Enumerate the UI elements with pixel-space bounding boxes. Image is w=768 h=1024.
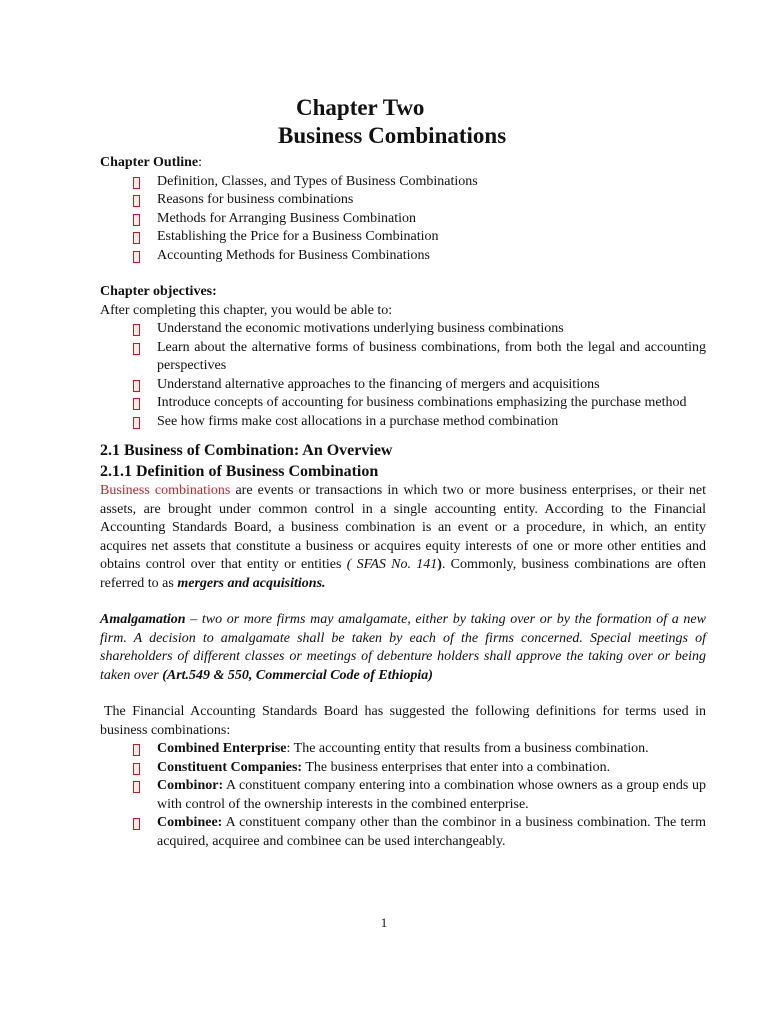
definition-text-b: . Commonly, business combinations are often referred to as <box>100 557 706 591</box>
definition-citation: ( SFAS No. 141 <box>346 557 438 572</box>
bullet-icon <box>133 417 140 429</box>
bullet-icon <box>133 343 140 355</box>
definition-text-a: are events or transactions in which two or more business enterprises, or their net assets, are brought under common control in a single accounting entity. According to the Financial Accounting Standards Board, a business combination is an event or a procedure, in which, an entity acquires net assets that constitute a business or acquires equity interests of one or more other entities and obtains control over that entity or entities <box>100 483 706 572</box>
fasb-intro: The Financial Accounting Standards Board has suggested the following definitions for terms used in business combinations: <box>100 704 706 738</box>
section-heading: 2.1 Business of Combination: An Overview <box>100 442 393 459</box>
objectives-intro: After completing this chapter, you would be able to: <box>100 302 393 318</box>
list-item <box>157 210 706 229</box>
objective-text: Learn about the alternative forms of business combinations, from both the legal and accounting perspectives <box>157 339 706 373</box>
amalgamation-text: – two or more firms may amalgamate, either by taking over or by the formation of a new firm. A decision to amalgamate shall be taken by each of the firms concerned. Special meetings of shareholders of different classes or meetings of debenture holders shall approve the taking over or being taken over <box>100 612 706 683</box>
spacer <box>100 685 706 703</box>
term-definition: A constituent company other than the combinor in a business combination. The term acquired, acquiree and combinee can be used interchangeably. <box>157 815 706 849</box>
objectives-heading: Chapter objectives: <box>100 284 217 299</box>
term-definition: A constituent company entering into a combination whose owners as a group ends up with control of the ownership interests in the combined enterprise. <box>157 778 706 812</box>
term-name: Combined Enterprise <box>157 741 287 756</box>
definition-paragraph <box>100 482 706 593</box>
outline-label-suffix: : <box>198 155 203 170</box>
amalgamation-paragraph <box>100 611 706 685</box>
list-item <box>157 759 706 778</box>
definition-emphasis: mergers and acquisitions. <box>177 575 326 591</box>
outline-item-text: Reasons for business combinations <box>157 192 354 207</box>
bullet-icon <box>133 195 140 207</box>
page-content <box>100 94 706 851</box>
outline-item-text: Establishing the Price for a Business Combination <box>157 229 439 244</box>
bullet-icon <box>133 763 140 775</box>
bullet-icon <box>133 380 140 392</box>
bullet-icon <box>133 177 140 189</box>
list-item <box>157 173 706 192</box>
outline-item-text: Accounting Methods for Business Combinations <box>157 247 430 263</box>
chapter-subtitle: Business Combinations <box>278 123 507 148</box>
objective-text: Understand the economic motivations underlying business combinations <box>157 321 564 336</box>
objective-text: Introduce concepts of accounting for business combinations emphasizing the purchase method <box>157 395 687 410</box>
term-name: Constituent Companies: <box>157 759 303 775</box>
list-item <box>157 814 706 851</box>
objectives-list <box>100 320 706 431</box>
subsection-heading: 2.1.1 Definition of Business Combination <box>100 462 379 480</box>
objective-text: See how firms make cost allocations in a purchase method combination <box>157 413 559 429</box>
bullet-icon <box>133 324 140 336</box>
list-item <box>157 413 706 432</box>
list-item <box>157 777 706 814</box>
spacer <box>100 593 706 611</box>
bullet-icon <box>133 232 140 244</box>
spacer <box>100 265 706 283</box>
bullet-icon <box>133 251 140 263</box>
outline-item-text: Methods for Arranging Business Combination <box>157 210 416 226</box>
page-number: 1 <box>380 915 388 930</box>
bullet-icon <box>133 744 140 756</box>
outline-label: Chapter Outline <box>100 155 199 170</box>
bullet-icon <box>133 781 140 793</box>
amalgamation-reference: (Art.549 & 550, Commercial Code of Ethiopia) <box>162 667 433 683</box>
outline-heading <box>100 154 706 173</box>
bullet-icon <box>133 214 140 226</box>
term-name: Combinee: <box>157 815 223 830</box>
bullet-icon <box>133 398 140 410</box>
chapter-title: Chapter Two <box>296 95 425 120</box>
term-name: Combinor: <box>157 778 224 793</box>
outline-item-text: Definition, Classes, and Types of Business Combinations <box>157 173 478 189</box>
definition-term: Business combinations <box>100 483 231 498</box>
term-definition: The business enterprises that enter into a combination. <box>302 759 611 775</box>
list-item <box>157 740 706 759</box>
list-item <box>157 320 706 339</box>
spacer <box>100 431 706 441</box>
fasb-terms-list <box>100 740 706 851</box>
list-item <box>157 191 706 210</box>
objective-text: Understand alternative approaches to the financing of mergers and acquisitions <box>157 376 600 392</box>
definition-citation-close: ) <box>437 557 442 572</box>
list-item <box>157 228 706 247</box>
term-definition: The accounting entity that results from a business combination. <box>290 741 649 756</box>
bullet-icon <box>133 818 140 830</box>
term-sep: : <box>286 741 291 756</box>
outline-list <box>100 173 706 266</box>
list-item <box>157 394 706 413</box>
amalgamation-term: Amalgamation <box>100 612 186 627</box>
list-item <box>157 247 706 266</box>
list-item <box>157 376 706 395</box>
list-item <box>157 339 706 376</box>
